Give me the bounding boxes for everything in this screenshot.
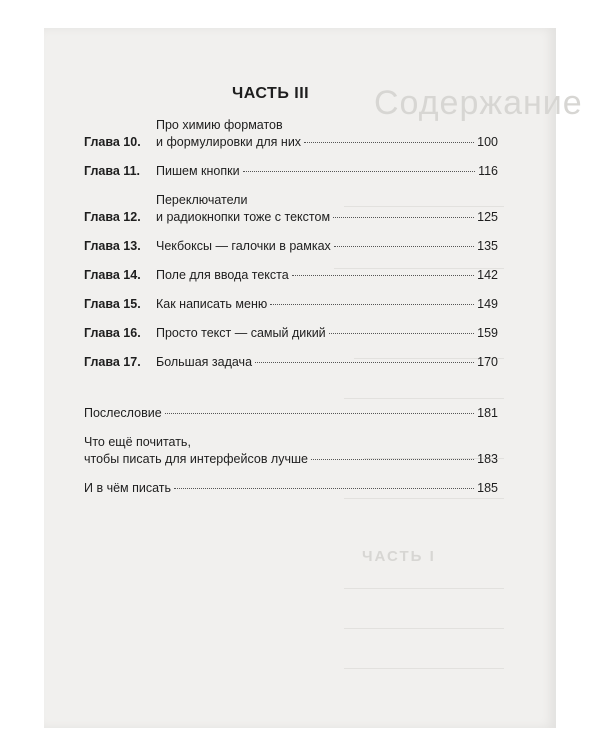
- back-matter-list: [84, 405, 498, 497]
- chapter-list: [84, 117, 498, 371]
- entry-body: [156, 296, 498, 313]
- entry-title-line: Поле для ввода текста: [156, 268, 289, 282]
- entry-last-line: [156, 163, 498, 180]
- dot-leader: [174, 487, 474, 489]
- table-of-contents: [84, 117, 498, 509]
- entry-title-line: Как написать меню: [156, 297, 268, 311]
- entry-last-line: [156, 134, 498, 151]
- dot-leader: [304, 141, 474, 143]
- toc-chapter-row: [84, 354, 498, 371]
- entry-body: [156, 238, 498, 255]
- page-number: 185: [477, 481, 498, 495]
- entry-last-line: [156, 238, 498, 255]
- toc-chapter-row: [84, 267, 498, 284]
- toc-item-row: [84, 434, 498, 468]
- bleed-through-line: [344, 668, 504, 669]
- entry-title-line: Про химию форматов: [156, 118, 283, 132]
- entry-last-line: [156, 354, 498, 371]
- chapter-label: Глава 17.: [84, 355, 141, 369]
- page-number: 170: [477, 355, 498, 369]
- chapter-label: Глава 15.: [84, 297, 141, 311]
- toc-chapter-row: [84, 192, 498, 226]
- entry-body: [156, 192, 498, 226]
- page-number: 125: [477, 210, 498, 224]
- entry-last-line: [156, 209, 498, 226]
- dot-leader: [255, 361, 474, 363]
- toc-item-row: [84, 480, 498, 497]
- toc-item-row: [84, 405, 498, 422]
- page-number: 100: [477, 135, 498, 149]
- entry-title-line: Что ещё почитать,: [84, 435, 191, 449]
- entry-last-line: [156, 325, 498, 342]
- toc-chapter-row: [84, 325, 498, 342]
- toc-chapter-row: [84, 296, 498, 313]
- chapter-label: Глава 12.: [84, 210, 141, 224]
- page-number: 149: [477, 297, 498, 311]
- page-number: 181: [477, 406, 498, 420]
- dot-leader: [311, 458, 474, 460]
- entry-title-line: и формулировки для них: [156, 135, 302, 149]
- bleed-through-line: [344, 588, 504, 589]
- entry-last-line: [156, 296, 498, 313]
- chapter-label: Глава 11.: [84, 164, 140, 178]
- dot-leader: [243, 170, 476, 172]
- entry-body: [156, 163, 498, 180]
- entry-title-line: чтобы писать для интерфейсов лучше: [84, 452, 308, 466]
- toc-chapter-row: [84, 117, 498, 151]
- toc-chapter-row: [84, 238, 498, 255]
- entry-body: [84, 405, 498, 422]
- part-title: ЧАСТЬ III: [232, 85, 310, 102]
- page-number: 135: [477, 239, 498, 253]
- page-number: 116: [478, 164, 498, 178]
- dot-leader: [329, 332, 474, 334]
- chapter-label: Глава 14.: [84, 268, 141, 282]
- entry-body: [156, 325, 498, 342]
- page-number: 183: [477, 452, 498, 466]
- bleed-through-line: [344, 628, 504, 629]
- entry-title-line: И в чём писать: [84, 481, 172, 495]
- entry-last-line: [84, 480, 498, 497]
- chapter-label: Глава 16.: [84, 326, 141, 340]
- entry-last-line: [84, 451, 498, 468]
- entry-body: [156, 267, 498, 284]
- toc-chapter-row: [84, 163, 498, 180]
- dot-leader: [165, 412, 474, 414]
- entry-title-line: Пишем кнопки: [156, 164, 240, 178]
- chapter-label: Глава 10.: [84, 135, 141, 149]
- entry-title-line: Послесловие: [84, 406, 162, 420]
- entry-title-line: Просто текст — самый дикий: [156, 326, 326, 340]
- bleed-through-text: Содержание: [374, 84, 583, 122]
- entry-body: [156, 354, 498, 371]
- entry-body: [156, 117, 498, 151]
- page-number: 142: [477, 268, 498, 282]
- entry-title-line: и радиокнопки тоже с текстом: [156, 210, 331, 224]
- entry-body: [84, 480, 498, 497]
- entry-last-line: [84, 405, 498, 422]
- entry-title-line: Переключатели: [156, 193, 248, 207]
- entry-title-line: Большая задача: [156, 355, 253, 369]
- bleed-through-text: ЧАСТЬ I: [362, 548, 436, 565]
- page-number: 159: [477, 326, 498, 340]
- chapter-label: Глава 13.: [84, 239, 141, 253]
- dot-leader: [292, 274, 474, 276]
- dot-leader: [334, 245, 474, 247]
- entry-title-line: Чекбоксы — галочки в рамках: [156, 239, 331, 253]
- entry-last-line: [156, 267, 498, 284]
- entry-body: [84, 434, 498, 468]
- dot-leader: [270, 303, 474, 305]
- dot-leader: [333, 216, 474, 218]
